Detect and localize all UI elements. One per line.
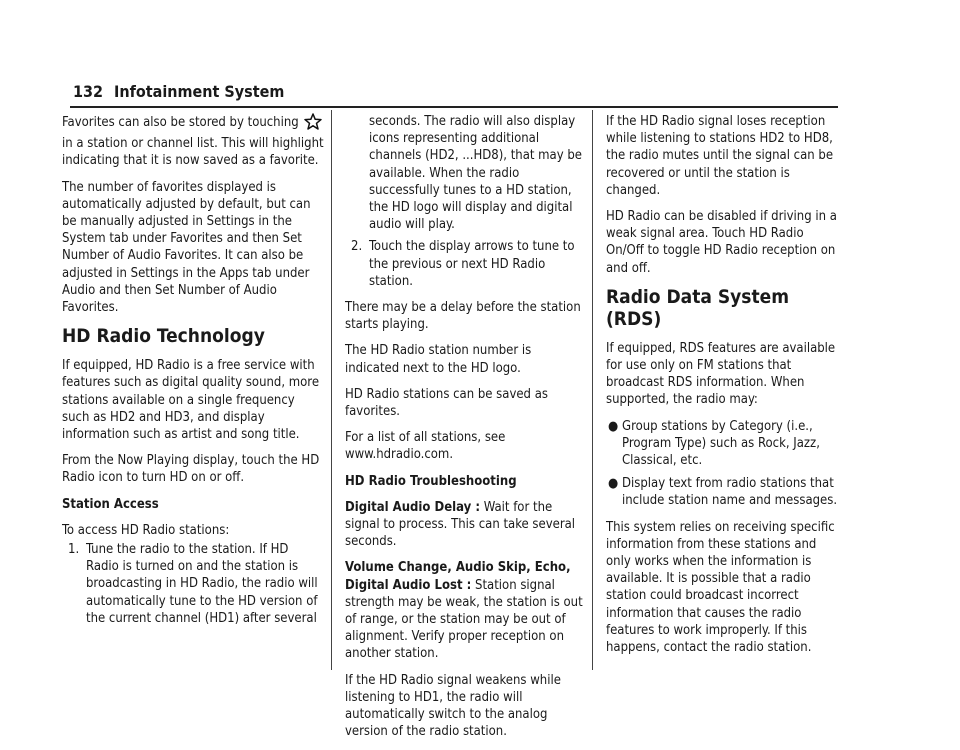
- subheading-troubleshooting: HD Radio Troubleshooting: [345, 473, 517, 489]
- page-header: [70, 82, 838, 108]
- paragraph: If equipped, RDS features are available for use only on FM stations that broadcast RDS information. When supported, the radio may:: [606, 340, 836, 408]
- paragraph: From the Now Playing display, touch the HD Radio icon to turn HD on or off.: [62, 453, 320, 486]
- paragraph: For a list of all stations, see www.hdradio.com.: [345, 430, 506, 463]
- definition: Wait for the signal to process. This can take several seconds.: [345, 499, 576, 550]
- list-text: Group stations by Category (i.e., Program Type) such as Rock, Jazz, Classical, etc.: [622, 418, 820, 469]
- list-text: Touch the display arrows to tune to the previous or next HD Radio station.: [369, 239, 575, 289]
- page-number: 132: [73, 82, 104, 101]
- bullet-dot: ●: [608, 418, 619, 434]
- list-item: [345, 113, 583, 233]
- paragraph: There may be a delay before the station starts playing.: [345, 300, 581, 333]
- list-item: [606, 418, 844, 470]
- definition: Station signal strength may be weak, the station is out of range, or the station may be out of alignment. Verify proper reception on another station.: [345, 577, 583, 662]
- paragraph: The HD Radio station number is indicated next to the HD logo.: [345, 343, 532, 376]
- paragraph: To access HD Radio stations:: [62, 522, 230, 538]
- term: Volume Change, Audio Skip, Echo, Digital Audio Lost :: [345, 560, 571, 593]
- list-item: [62, 541, 324, 627]
- steps-list: [62, 541, 324, 627]
- list-text: Display text from radio stations that include station name and messages.: [622, 476, 838, 509]
- definition-item: [345, 559, 583, 662]
- column-2: [345, 113, 583, 750]
- definition-item: [345, 499, 583, 551]
- list-number: 1.: [68, 542, 80, 558]
- paragraph-favorites-count: The number of favorites displayed is automatically adjusted by default, but can be manually adjusted in Settings in the System tab under Favorites and then Set Number of Audio Favorites. It can also be adjusted in Settings in the Apps tab under Audio and then Set Number of Audio Favorites.: [62, 179, 311, 316]
- text: Favorites can also be stored by touching: [62, 115, 299, 130]
- paragraph-favorites: [62, 113, 324, 170]
- paragraph: HD Radio can be disabled if driving in a weak signal area. Touch HD Radio On/Off to toggle HD Radio reception on and off.: [606, 209, 837, 276]
- paragraph: If equipped, HD Radio is a free service with features such as digital quality sound, more stations available on a single frequency such as HD2 and HD3, and display information such as artist and song title.: [62, 358, 320, 443]
- term: Digital Audio Delay :: [345, 499, 481, 515]
- steps-list-continued: [345, 113, 583, 290]
- list-item: [345, 238, 583, 290]
- heading-hd-radio: HD Radio Technology: [62, 325, 265, 348]
- bullet-dot: ●: [608, 476, 619, 492]
- heading-rds: Radio Data System (RDS): [606, 285, 790, 330]
- paragraph: HD Radio stations can be saved as favorites.: [345, 386, 548, 420]
- column-1: [62, 113, 324, 636]
- list-item: [606, 475, 844, 509]
- features-list: [606, 418, 844, 510]
- subheading-station-access: Station Access: [62, 496, 159, 512]
- section-title: Infotainment System: [114, 82, 285, 101]
- list-text: seconds. The radio will also display icons representing additional channels (HD2, ...HD8), that may be available. When the radio successfully tunes to a HD station, the HD logo will display and digital audio will play.: [369, 114, 582, 233]
- paragraph: If the HD Radio signal weakens while listening to HD1, the radio will automatically switch to the analog version of the radio station.: [345, 672, 561, 740]
- column-divider: [592, 110, 593, 670]
- text: in a station or channel list. This will highlight indicating that it is now saved as a favorite.: [62, 136, 324, 169]
- column-divider: [331, 110, 332, 670]
- list-number: 2.: [351, 239, 363, 255]
- paragraph: This system relies on receiving specific information from these stations and only works when the information is available. It is possible that a radio station could broadcast incorrect information that causes the radio features to work improperly. If this happens, contact the radio station.: [606, 519, 835, 656]
- star-outline-icon: [304, 113, 322, 135]
- column-3: [606, 113, 844, 665]
- list-text: Tune the radio to the station. If HD Radio is turned on and the station is broadcasting in HD Radio, the radio will automatically tune to the HD version of the current channel (HD1) after several: [86, 542, 318, 626]
- paragraph: If the HD Radio signal loses reception while listening to stations HD2 to HD8, the radio mutes until the signal can be recovered or until the station is changed.: [606, 114, 834, 198]
